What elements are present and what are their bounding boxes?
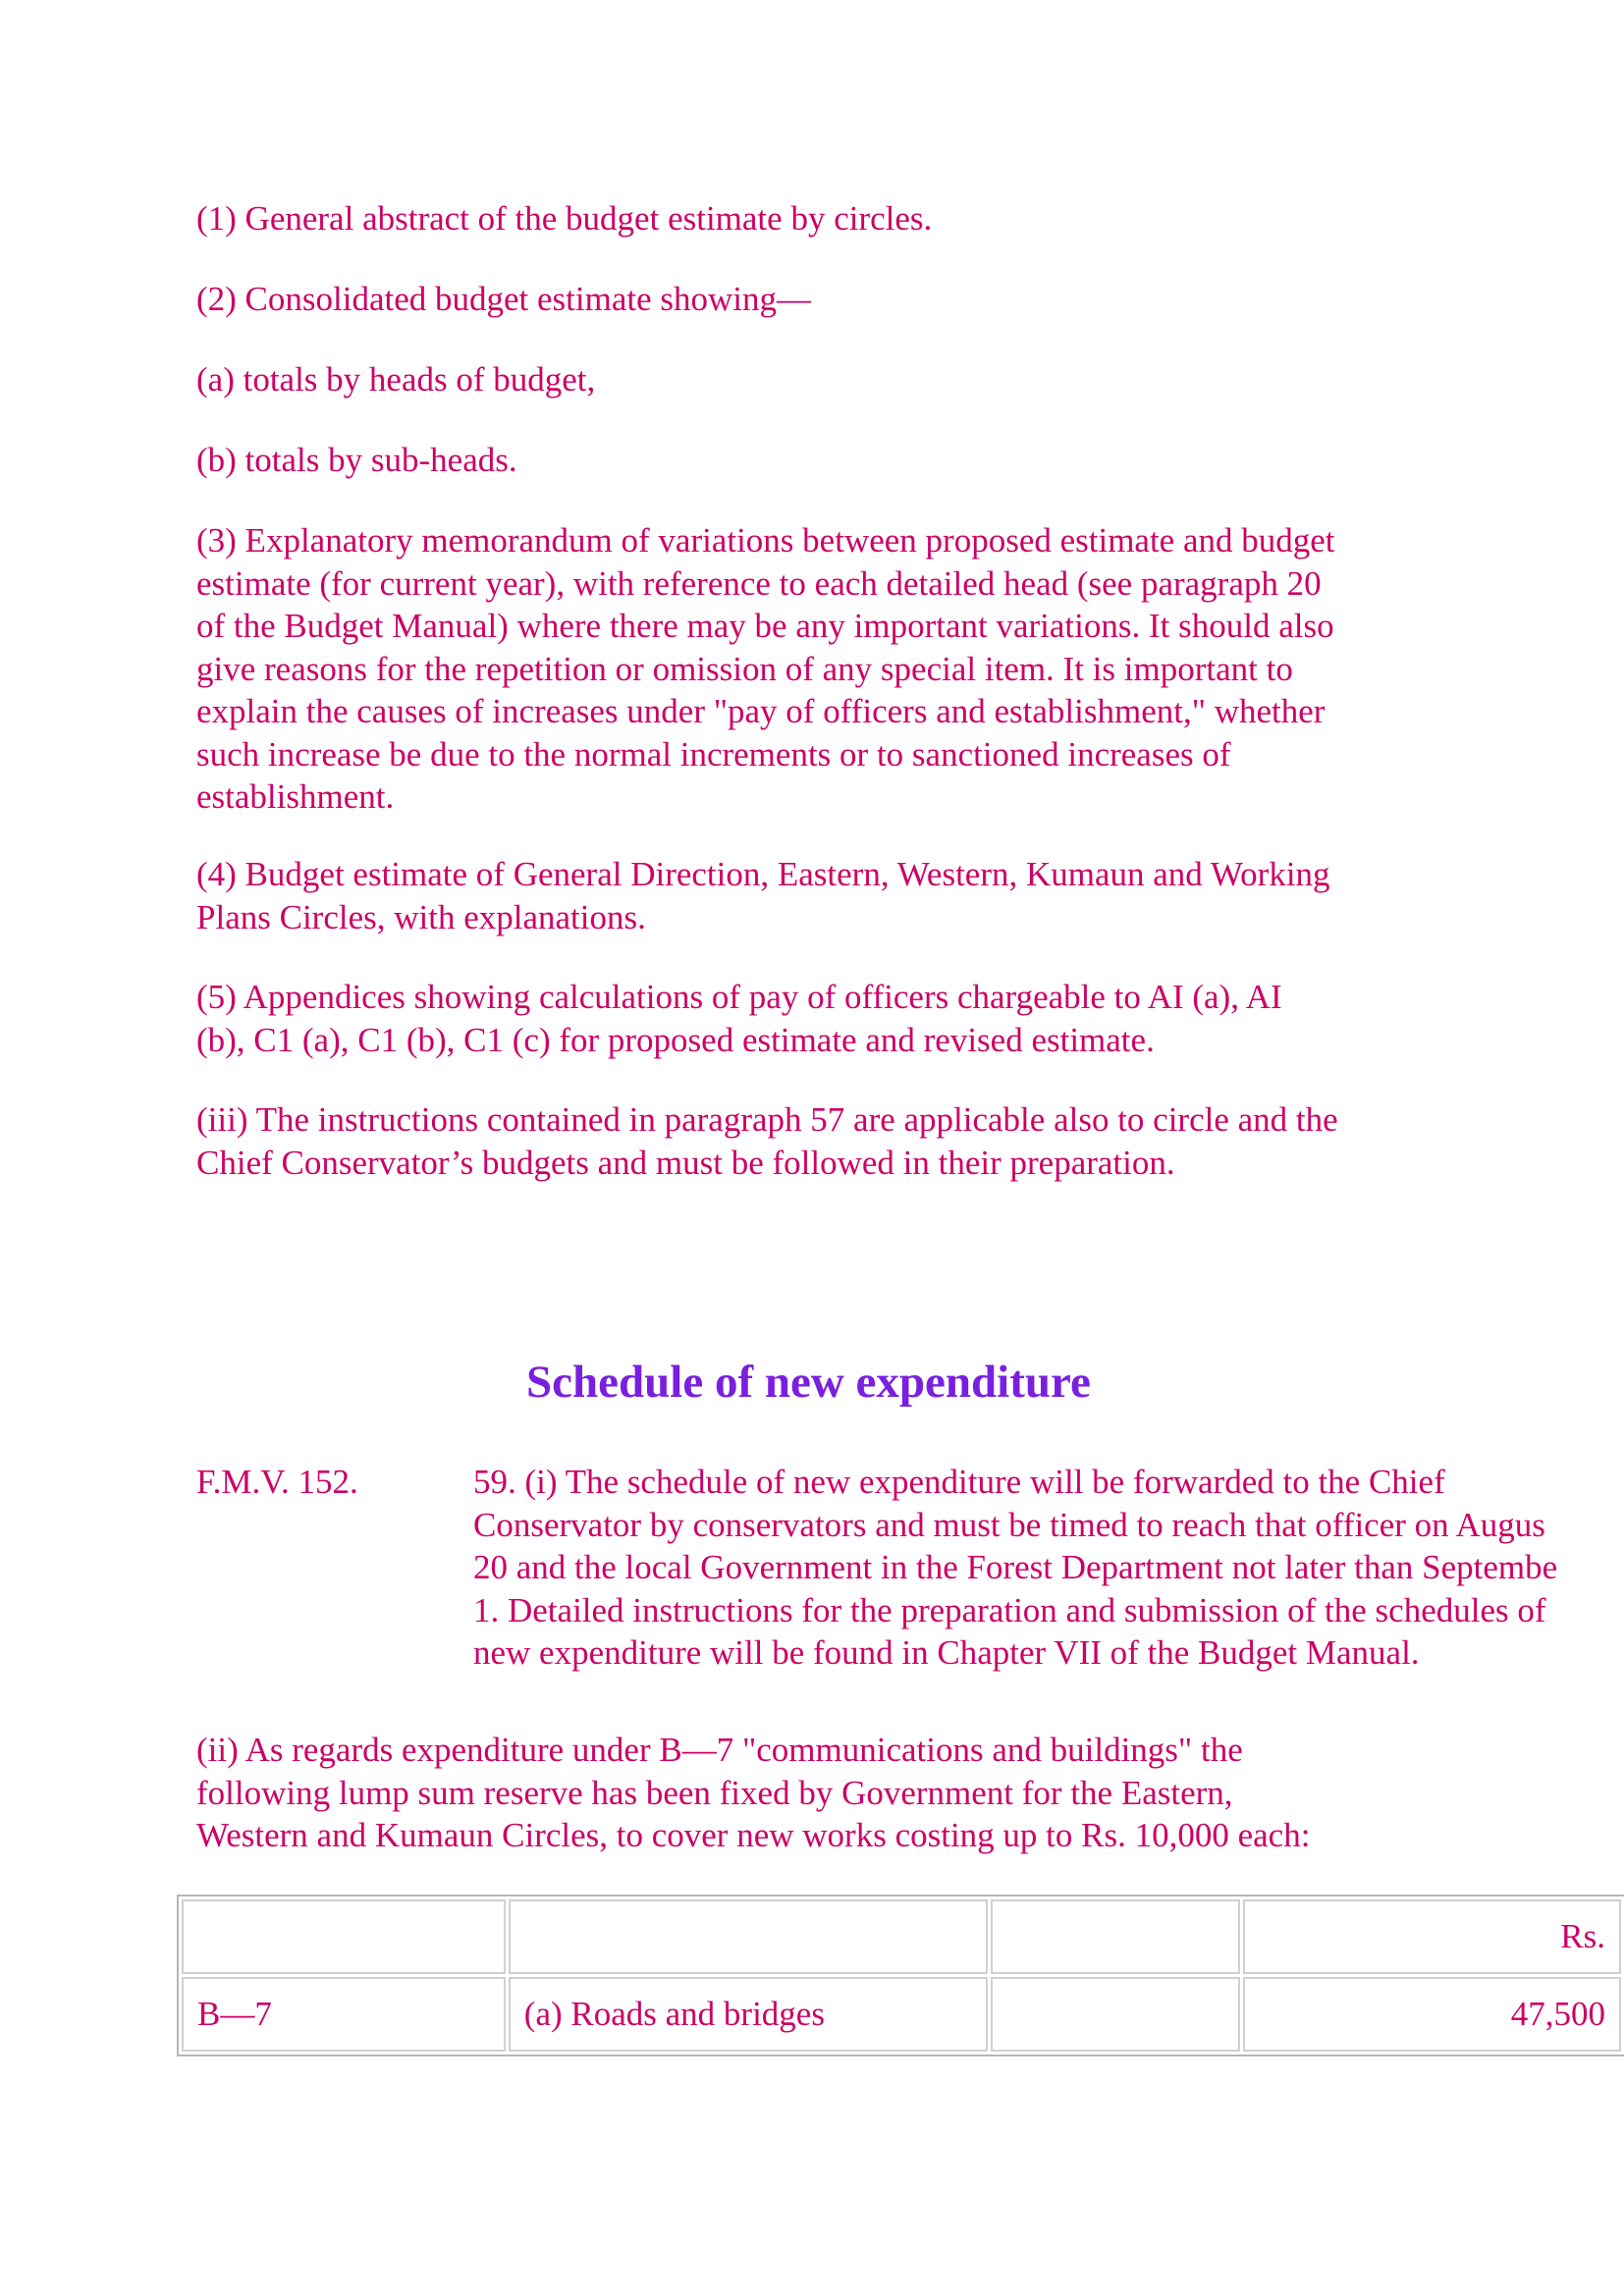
paragraph-iii — [196, 1098, 1338, 1184]
table-cell — [509, 1899, 988, 1974]
paragraph-3-line: of the Budget Manual) where there may be any important variations. It should also — [196, 607, 1334, 645]
paragraph-3-line: give reasons for the repetition or omission of any special item. It is important to — [196, 649, 1293, 688]
paragraph-3-line: establishment. — [196, 777, 395, 816]
paragraph-59-line: Conservator by conservators and must be timed to reach that officer on Augus — [473, 1505, 1545, 1544]
table-cell-amount: 47,500 — [1243, 1977, 1621, 2052]
lump-sum-table — [177, 1895, 1624, 2056]
table-header-row — [182, 1899, 1621, 1974]
table-row — [182, 1977, 1621, 2052]
item-2a: (a) totals by heads of budget, — [196, 360, 596, 399]
paragraph-5-line: (5) Appendices showing calculations of pay of officers chargeable to AI (a), AI — [196, 978, 1282, 1016]
paragraph-3 — [196, 519, 1335, 819]
paragraph-59-line: 20 and the local Government in the Forest Department not later than Septembe — [473, 1548, 1558, 1586]
paragraph-59 — [473, 1461, 1557, 1675]
paragraph-3-line: estimate (for current year), with reference to each detailed head (see paragraph 20 — [196, 563, 1322, 603]
section-heading: Schedule of new expenditure — [526, 1357, 1091, 1408]
item-2b: (b) totals by sub-heads. — [196, 441, 517, 479]
paragraph-59-line: 1. Detailed instructions for the preparation and submission of the schedules of — [473, 1590, 1546, 1629]
paragraph-ii-line: (ii) As regards expenditure under B—7 "communications and buildings" the — [196, 1731, 1243, 1769]
paragraph-5 — [196, 976, 1282, 1061]
table-cell — [991, 1977, 1240, 2052]
item-1: (1) General abstract of the budget estimate by circles. — [196, 199, 933, 238]
section-reference: F.M.V. 152. — [196, 1463, 358, 1501]
table-cell — [182, 1899, 506, 1974]
paragraph-ii-line: following lump sum reserve has been fixed by Government for the Eastern, — [196, 1773, 1233, 1812]
paragraph-iii-line: Chief Conservator’s budgets and must be followed in their preparation. — [196, 1143, 1175, 1182]
table-cell — [991, 1899, 1240, 1974]
paragraph-5-line: (b), C1 (a), C1 (b), C1 (c) for proposed estimate and revised estimate. — [196, 1020, 1155, 1059]
paragraph-4-line: (4) Budget estimate of General Direction, Eastern, Western, Kumaun and Working — [196, 855, 1330, 893]
table-cell-currency: Rs. — [1243, 1899, 1621, 1974]
paragraph-3-line: (3) Explanatory memorandum of variations between proposed estimate and budget — [196, 521, 1335, 560]
paragraph-4-line: Plans Circles, with explanations. — [196, 897, 646, 936]
paragraph-iii-line: (iii) The instructions contained in paragraph 57 are applicable also to circle and the — [196, 1100, 1338, 1139]
item-2: (2) Consolidated budget estimate showing— — [196, 280, 812, 318]
paragraph-4 — [196, 853, 1330, 938]
paragraph-3-line: such increase be due to the normal increments or to sanctioned increases of — [196, 734, 1231, 774]
paragraph-ii-line: Western and Kumaun Circles, to cover new works costing up to Rs. 10,000 each: — [196, 1816, 1311, 1854]
table-cell-description: (a) Roads and bridges — [509, 1977, 988, 2052]
paragraph-3-line: explain the causes of increases under "pay of officers and establishment," whether — [196, 692, 1326, 730]
table-cell-head: B—7 — [182, 1977, 506, 2052]
paragraph-59-line: new expenditure will be found in Chapter VII of the Budget Manual. — [473, 1633, 1420, 1672]
paragraph-59-line: 59. (i) The schedule of new expenditure will be forwarded to the Chief — [473, 1463, 1445, 1501]
paragraph-ii — [196, 1729, 1310, 1857]
